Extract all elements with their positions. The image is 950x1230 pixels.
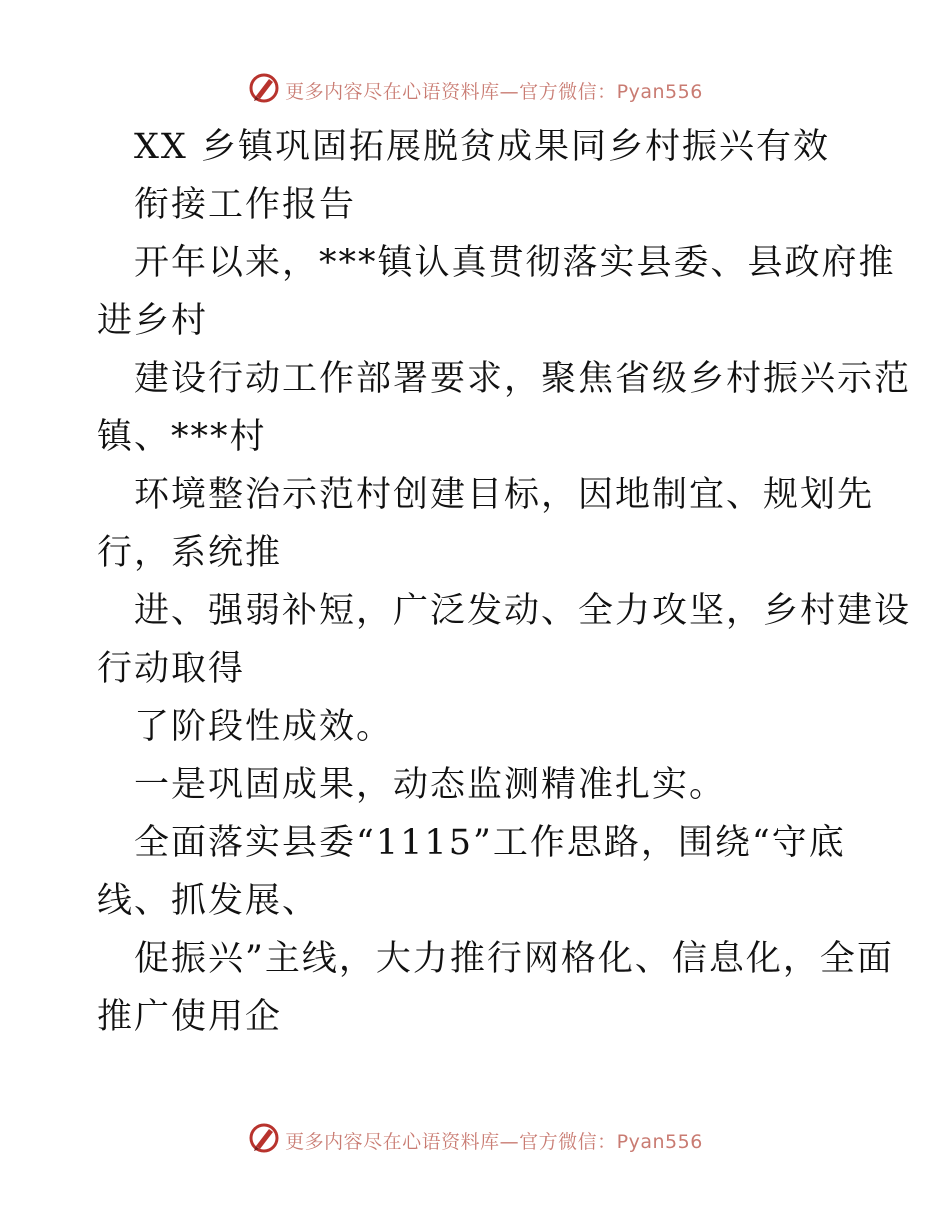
document-line: 环境整治示范村创建目标，因地制宜、规划先 xyxy=(134,475,875,515)
header-banner-text: 更多内容尽在心语资料库—官方微信：Pyan556 xyxy=(285,80,703,103)
document-line: 全面落实县委“1115”工作思路，围绕“守底 xyxy=(134,823,846,863)
document-body xyxy=(0,118,950,1046)
document-line: 促振兴”主线，大力推行网格化、信息化，全面 xyxy=(134,939,894,979)
footer-banner-text: 更多内容尽在心语资料库—官方微信：Pyan556 xyxy=(285,1130,703,1153)
document-line: 进、强弱补短，广泛发动、全力攻坚，乡村建设 xyxy=(134,591,912,631)
document-line: XX 乡镇巩固拓展脱贫成果同乡村振兴有效 xyxy=(134,127,830,167)
document-line: 开年以来，***镇认真贯彻落实县委、县政府推 xyxy=(134,243,896,283)
document-line: 一是巩固成果，动态监测精准扎实。 xyxy=(134,765,727,805)
document-line: 了阶段性成效。 xyxy=(134,707,394,747)
document-line: 建设行动工作部署要求，聚焦省级乡村振兴示范 xyxy=(134,359,912,399)
header-banner xyxy=(0,70,950,110)
footer-banner xyxy=(0,1120,950,1160)
document-line: 行动取得 xyxy=(97,649,246,689)
document-line: 行，系统推 xyxy=(97,533,283,573)
document-line: 进乡村 xyxy=(97,301,209,341)
pen-logo-icon xyxy=(247,1121,285,1159)
document-line: 线、抓发展、 xyxy=(97,881,320,921)
pen-logo-icon xyxy=(247,71,285,109)
document-line: 镇、***村 xyxy=(97,417,267,457)
document-line: 衔接工作报告 xyxy=(134,185,357,225)
document-line: 推广使用企 xyxy=(97,997,283,1037)
